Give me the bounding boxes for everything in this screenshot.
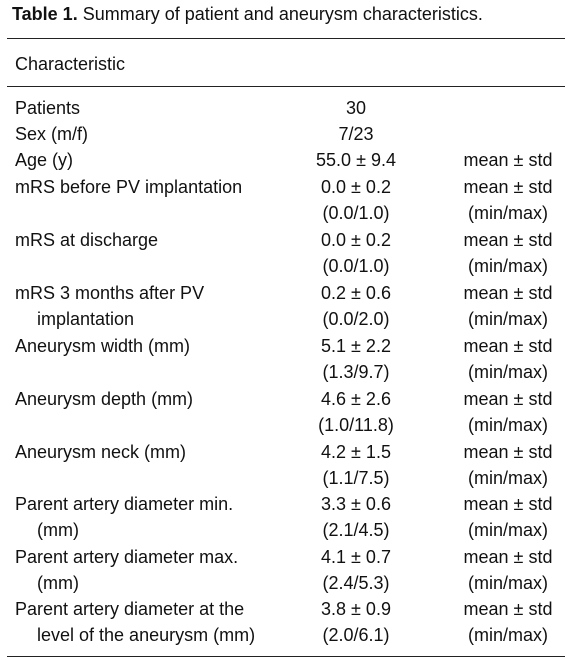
row-statistic-range: (min/max) bbox=[468, 203, 548, 223]
row-value-main: 0.0 ± 0.2 bbox=[321, 177, 391, 197]
row-statistic-main: mean ± std bbox=[463, 150, 553, 170]
row-statistic bbox=[448, 280, 568, 332]
row-statistic bbox=[448, 386, 568, 438]
row-characteristic bbox=[15, 544, 238, 596]
row-value bbox=[286, 596, 426, 648]
row-value-range: (1.0/11.8) bbox=[318, 415, 394, 435]
row-statistic bbox=[448, 227, 568, 279]
row-value-main: 30 bbox=[345, 98, 367, 118]
row-value-range: (2.4/5.3) bbox=[322, 573, 390, 593]
row-statistic bbox=[448, 147, 568, 173]
row-statistic-main: mean ± std bbox=[463, 336, 553, 356]
row-characteristic-line1: Aneurysm width (mm) bbox=[15, 336, 191, 356]
table-caption-text: Summary of patient and aneurysm characteristics. bbox=[82, 4, 483, 24]
row-value bbox=[286, 544, 426, 596]
row-value bbox=[286, 439, 426, 491]
row-characteristic-line1: Patients bbox=[15, 98, 81, 118]
row-characteristic bbox=[15, 227, 158, 253]
row-statistic bbox=[448, 174, 568, 226]
row-value-range: (0.0/1.0) bbox=[322, 256, 390, 276]
row-value bbox=[286, 491, 426, 543]
row-characteristic-line1: Parent artery diameter at the bbox=[15, 599, 245, 619]
row-value bbox=[286, 174, 426, 226]
row-statistic-main: mean ± std bbox=[463, 177, 553, 197]
row-characteristic-line1: mRS 3 months after PV bbox=[15, 283, 205, 303]
row-characteristic bbox=[15, 596, 255, 648]
row-statistic bbox=[448, 439, 568, 491]
table-caption-label: Table 1. bbox=[12, 4, 78, 24]
row-characteristic-line1: Parent artery diameter min. bbox=[15, 494, 234, 514]
row-statistic bbox=[448, 491, 568, 543]
row-statistic-range: (min/max) bbox=[468, 362, 548, 382]
row-value-range: (2.1/4.5) bbox=[322, 520, 390, 540]
row-value-main: 4.1 ± 0.7 bbox=[321, 547, 391, 567]
row-value bbox=[286, 333, 426, 385]
row-characteristic-line2: (mm) bbox=[37, 520, 79, 540]
row-statistic-range: (min/max) bbox=[468, 573, 548, 593]
row-characteristic bbox=[15, 174, 242, 200]
row-characteristic-line1: Age (y) bbox=[15, 150, 74, 170]
row-value-main: 3.3 ± 0.6 bbox=[321, 494, 391, 514]
bottom-rule bbox=[7, 656, 565, 657]
row-statistic-range: (min/max) bbox=[468, 415, 548, 435]
row-value-main: 5.1 ± 2.2 bbox=[321, 336, 391, 356]
row-value-range: (1.3/9.7) bbox=[322, 362, 390, 382]
row-value-main: 4.6 ± 2.6 bbox=[321, 389, 391, 409]
row-value bbox=[286, 280, 426, 332]
row-characteristic-line1: mRS before PV implantation bbox=[15, 177, 243, 197]
row-statistic-range: (min/max) bbox=[468, 468, 548, 488]
row-characteristic-line1: Parent artery diameter max. bbox=[15, 547, 239, 567]
row-statistic-main: mean ± std bbox=[463, 494, 553, 514]
row-statistic-main: mean ± std bbox=[463, 442, 553, 462]
row-characteristic bbox=[15, 439, 186, 465]
row-value bbox=[286, 386, 426, 438]
row-statistic-main: mean ± std bbox=[463, 599, 553, 619]
row-value-range: (0.0/2.0) bbox=[322, 309, 390, 329]
row-value-range: (1.1/7.5) bbox=[322, 468, 390, 488]
row-characteristic bbox=[15, 147, 73, 173]
row-statistic-range: (min/max) bbox=[468, 520, 548, 540]
row-value-main: 55.0 ± 9.4 bbox=[316, 150, 396, 170]
row-value bbox=[286, 227, 426, 279]
table-caption bbox=[12, 4, 483, 25]
row-statistic bbox=[448, 333, 568, 385]
row-characteristic-line2: (mm) bbox=[37, 573, 79, 593]
row-characteristic-line1: Aneurysm depth (mm) bbox=[15, 389, 194, 409]
row-characteristic bbox=[15, 386, 193, 412]
row-value-main: 0.0 ± 0.2 bbox=[321, 230, 391, 250]
row-characteristic-line1: mRS at discharge bbox=[15, 230, 159, 250]
row-value bbox=[286, 147, 426, 173]
row-value bbox=[286, 121, 426, 147]
row-statistic bbox=[448, 544, 568, 596]
row-value-range: (2.0/6.1) bbox=[322, 625, 390, 645]
row-characteristic bbox=[15, 280, 204, 332]
row-statistic-main: mean ± std bbox=[463, 230, 553, 250]
header-rule bbox=[7, 86, 565, 87]
row-value-main: 3.8 ± 0.9 bbox=[321, 599, 391, 619]
row-statistic-main: mean ± std bbox=[463, 547, 553, 567]
row-characteristic bbox=[15, 121, 88, 147]
row-characteristic-line1: Sex (m/f) bbox=[15, 124, 89, 144]
row-characteristic-line2: level of the aneurysm (mm) bbox=[37, 625, 256, 645]
row-value bbox=[286, 95, 426, 121]
row-statistic-range: (min/max) bbox=[468, 309, 548, 329]
row-statistic-main: mean ± std bbox=[463, 389, 553, 409]
column-header-characteristic: Characteristic bbox=[15, 54, 126, 74]
row-characteristic bbox=[15, 333, 190, 359]
row-value-main: 7/23 bbox=[338, 124, 374, 144]
row-characteristic bbox=[15, 95, 80, 121]
row-statistic-main: mean ± std bbox=[463, 283, 553, 303]
row-value-range: (0.0/1.0) bbox=[322, 203, 390, 223]
row-characteristic bbox=[15, 491, 233, 543]
row-value-main: 4.2 ± 1.5 bbox=[321, 442, 391, 462]
row-characteristic-line2: implantation bbox=[37, 309, 135, 329]
row-statistic-range: (min/max) bbox=[468, 625, 548, 645]
top-rule bbox=[7, 38, 565, 39]
row-characteristic-line1: Aneurysm neck (mm) bbox=[15, 442, 187, 462]
row-value-main: 0.2 ± 0.6 bbox=[321, 283, 391, 303]
row-statistic bbox=[448, 596, 568, 648]
row-statistic-range: (min/max) bbox=[468, 256, 548, 276]
